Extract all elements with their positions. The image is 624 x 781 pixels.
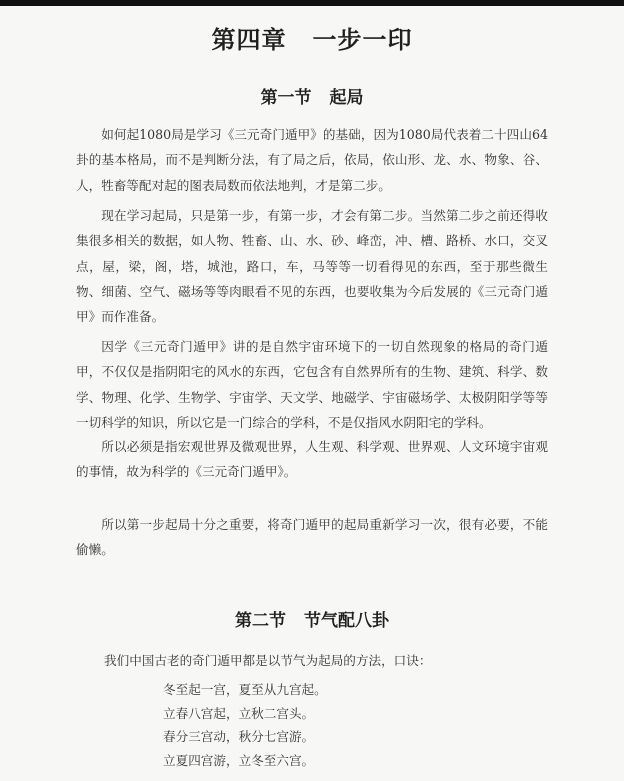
paragraph-2: 现在学习起局，只是第一步，有第一步，才会有第二步。当然第二步之前还得收集很多相关的数据，如人物、牲畜、山、水、砂、峰峦，冲、槽、路桥、水口，交叉点，屋，梁，阁，塔，城池，路口，车，马等等一切看得见的东西，至于那些微生物、细菌、空气、磁场等等肉眼看不见的东西，也要收集为今后发展的《三元奇门遁甲》而作准备。 — [76, 208, 548, 325]
section-title: 起局 — [329, 88, 364, 108]
chapter-title: 一步一印 — [312, 26, 413, 54]
paragraph-3: 因学《三元奇门遁甲》讲的是自然宇宙环境下的一切自然现象的格局的奇门遁甲，不仅仅是指阴阳宅的风水的东西，它包含有自然界所有的生物、建筑、科学、数学、物理、化学、生物学、宇宙学、天文学、地磁学、宇宙磁场学、太极阴阳学等等一切科学的知识，所以它是一门综合的学科，不是仅指风水阴阳宅的学科。 — [76, 339, 548, 430]
section-number: 第一节 — [260, 88, 312, 108]
paragraph-5: 所以第一步起局十分之重要，将奇门遁甲的起局重新学习一次，很有必要，不能偷懒。 — [76, 517, 548, 558]
section-number: 第二节 — [235, 611, 286, 631]
verse-line: 立春八宫起，立秋二宫头。 — [163, 705, 315, 721]
section-heading-2 — [0, 606, 624, 631]
section-heading-1 — [0, 83, 624, 108]
verse-line: 冬至起一宫，夏至从九宫起。 — [163, 682, 327, 697]
mnemonic-verses — [163, 678, 327, 772]
paragraph-4: 所以必须是指宏观世界及微观世界，人生观、科学观、世界观、人文环境宇宙观的事情，故为科学的《三元奇门遁甲》。 — [76, 439, 548, 480]
chapter-heading — [0, 20, 624, 55]
paragraph-1: 如何起1080局是学习《三元奇门遁甲》的基础，因为1080局代表着二十四山64卦的基本格局，而不是判断分法，有了局之后，依局，依山形、龙、水、物象、谷、人，牲畜等配对起的图表局数而依法地判，才是第二步。 — [76, 127, 548, 193]
section-title: 节气配八卦 — [304, 611, 389, 631]
verse-line: 春分三宫动，秋分七宫游。 — [163, 729, 315, 744]
mnemonic-intro: 我们中国古老的奇门遁甲都是以节气为起局的方法，口诀： — [104, 653, 432, 668]
chapter-number: 第四章 — [211, 26, 287, 54]
verse-line: 立夏四宫游，立冬至六宫。 — [163, 752, 315, 768]
